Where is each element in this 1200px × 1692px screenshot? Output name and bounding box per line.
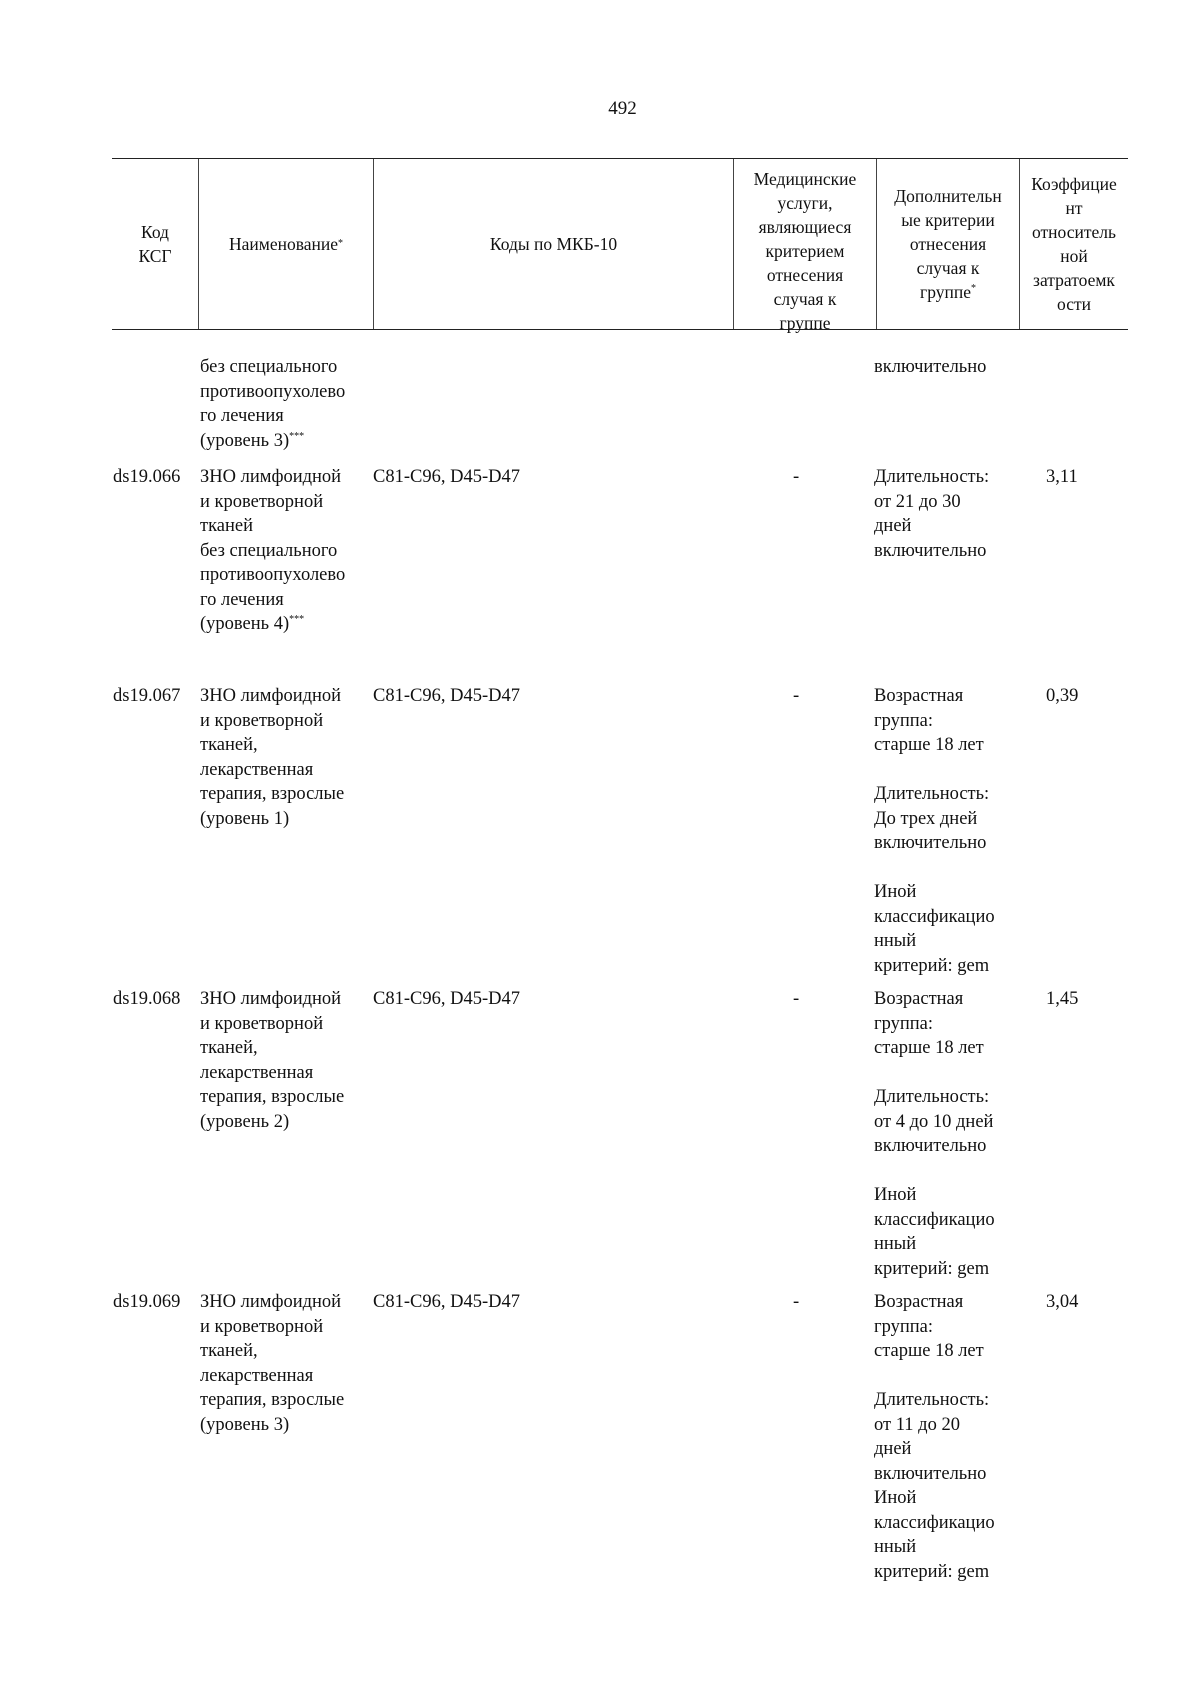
row-criteria: включительно	[874, 357, 987, 377]
row-code: ds19.067	[113, 686, 181, 706]
header-mkb	[373, 159, 733, 329]
header-coef-label: Коэффицие нт относитель ной затратоемк ости	[1031, 174, 1117, 314]
row-code: ds19.068	[113, 989, 181, 1009]
row-criteria: Возрастная группа: старше 18 лет Длительность: от 11 до 20 дней включительно Иной классификацио нный критерий: gem	[874, 1292, 995, 1582]
row-services: -	[793, 1292, 800, 1312]
row-mkb-codes: C81-C96, D45-D47	[373, 989, 520, 1009]
row-coefficient: 0,39	[1046, 686, 1079, 706]
header-name: Наименование *	[198, 159, 373, 329]
header-services-label: Медицинские услуги, являющиеся критерием отнесения случая к группе	[753, 169, 857, 333]
header-mkb-label: Коды по МКБ-10	[489, 234, 618, 254]
row-name-footnote-mark: ***	[289, 613, 305, 625]
header-coef	[1019, 159, 1128, 329]
row-criteria: Длительность: от 21 до 30 дней включительно	[874, 467, 990, 561]
header-code-label: Код КСГ	[138, 222, 172, 266]
row-mkb-codes: C81-C96, D45-D47	[373, 686, 520, 706]
header-criteria	[876, 159, 1019, 329]
page-number: 492	[608, 98, 637, 119]
header-code	[112, 159, 198, 329]
row-coefficient: 3,11	[1046, 467, 1078, 487]
row-coefficient: 3,04	[1046, 1292, 1079, 1312]
header-criteria-footnote-mark: *	[970, 283, 976, 295]
header-services	[733, 159, 876, 333]
header-name-label: Наименование	[228, 234, 339, 254]
row-code: ds19.066	[113, 467, 181, 487]
row-criteria: Возрастная группа: старше 18 лет Длительность: До трех дней включительно Иной классификацио нный критерий: gem	[874, 686, 995, 976]
row-name: ЗНО лимфоидной и кроветворной тканей без специального противоопухолево го лечения (уровень 4)***	[200, 467, 346, 634]
table-header	[112, 158, 1128, 333]
row-criteria: Возрастная группа: старше 18 лет Длительность: от 4 до 10 дней включительно Иной классификацио нный критерий: gem	[874, 989, 995, 1279]
row-services: -	[793, 989, 800, 1009]
row-services: -	[793, 686, 800, 706]
row-mkb-codes: C81-C96, D45-D47	[373, 1292, 520, 1312]
row-name: ЗНО лимфоидной и кроветворной тканей, лекарственная терапия, взрослые (уровень 1)	[200, 686, 345, 829]
row-code: ds19.069	[113, 1292, 181, 1312]
row-services: -	[793, 467, 800, 487]
row-name: без специального противоопухолево го лечения (уровень 3)***	[200, 357, 346, 451]
row-coefficient: 1,45	[1046, 989, 1079, 1009]
row-name: ЗНО лимфоидной и кроветворной тканей, лекарственная терапия, взрослые (уровень 2)	[200, 989, 345, 1132]
row-name: ЗНО лимфоидной и кроветворной тканей, лекарственная терапия, взрослые (уровень 3)	[200, 1292, 345, 1435]
row-mkb-codes: C81-C96, D45-D47	[373, 467, 520, 487]
header-criteria-label: Дополнительн ые критерии отнесения случая к группе	[894, 186, 1002, 302]
row-name-footnote-mark: ***	[289, 430, 305, 442]
